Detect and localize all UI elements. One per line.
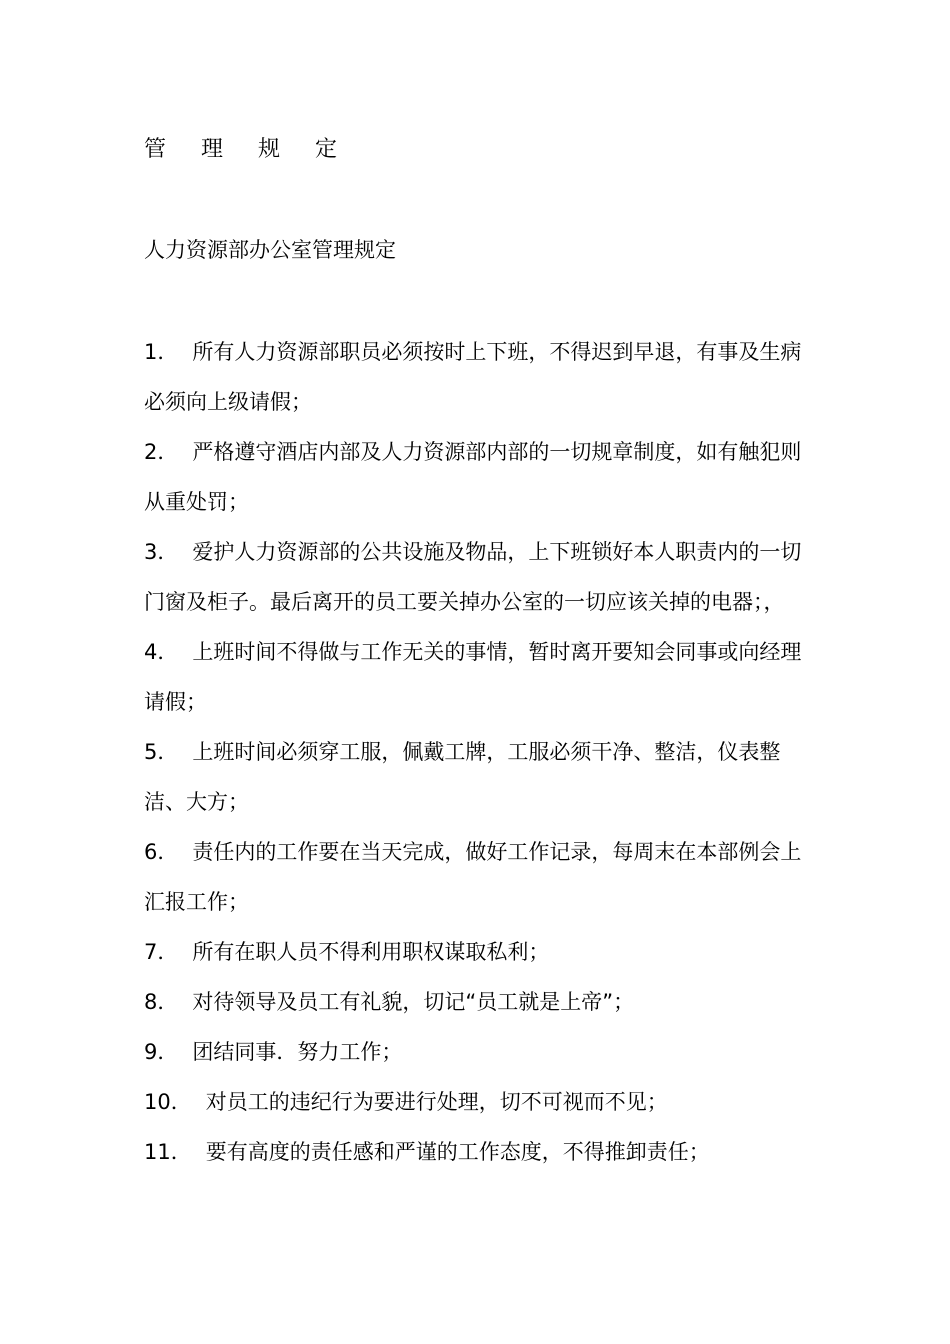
rule-number: 6． [144,840,179,864]
rule-text: 团结同事．努力工作； [192,1040,403,1064]
rule-item [144,977,816,1027]
rule-text: 对员工的违纪行为要进行处理，切不可视而不见； [205,1090,668,1114]
rule-number: 1． [144,340,179,364]
rule-item [144,927,816,977]
rule-number: 3． [144,540,179,564]
rule-text: 上班时间必须穿工服，佩戴工牌，工服必须干净、整洁，仪表整洁、大方； [144,740,781,814]
rule-number: 8． [144,990,179,1014]
rule-item [144,1127,816,1177]
rule-text: 所有在职人员不得利用职权谋取私利； [192,940,550,964]
rule-text: 严格遵守酒店内部及人力资源部内部的一切规章制度，如有触犯则从重处罚； [144,440,802,514]
rule-item [144,1077,816,1127]
rule-number: 7． [144,940,179,964]
rule-item [144,527,816,627]
rule-number: 9． [144,1040,179,1064]
rule-text: 对待领导及员工有礼貌，切记“员工就是上帝”； [192,990,635,1014]
rule-item [144,627,816,727]
rule-text: 爱护人力资源部的公共设施及物品，上下班锁好本人职责内的一切门窗及柜子。最后离开的员工要关掉办公室的一切应该关掉的电器；， [144,540,802,614]
rule-number: 4． [144,640,179,664]
rule-text: 上班时间不得做与工作无关的事情，暂时离开要知会同事或向经理请假； [144,640,802,714]
rule-text: 要有高度的责任感和严谨的工作态度，不得推卸责任； [205,1140,710,1164]
rules-list [144,327,816,1177]
rule-number: 5． [144,740,179,764]
document-subtitle: 人力资源部办公室管理规定 [144,238,396,262]
rule-number: 2． [144,440,179,464]
rule-item [144,727,816,827]
rule-text: 责任内的工作要在当天完成，做好工作记录，每周末在本部例会上汇报工作； [144,840,802,914]
rule-item [144,427,816,527]
rule-text: 所有人力资源部职员必须按时上下班，不得迟到早退，有事及生病必须向上级请假； [144,340,802,414]
rule-number: 10． [144,1090,192,1114]
page-title: 管 理 规 定 [144,137,351,162]
rule-number: 11． [144,1140,192,1164]
rule-item [144,1027,816,1077]
rule-item [144,327,816,427]
rule-item [144,827,816,927]
